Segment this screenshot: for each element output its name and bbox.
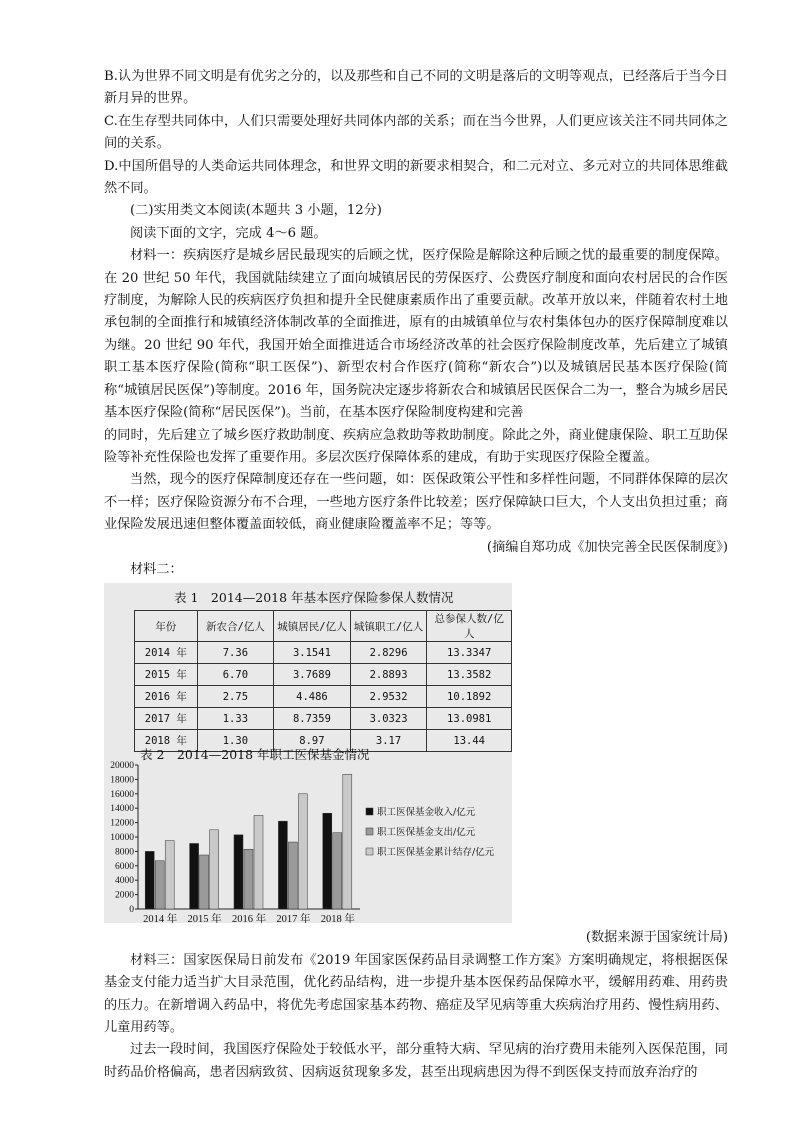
table-row (135, 708, 512, 730)
material1-para2: 当然，现今的医疗保障制度还存在一些问题，如：医保政策公平性和多样性问题，不同群体保障的层次不一样；医疗保险资源分布不合理，一些地方医疗条件比较差；医疗保障缺口巨大，个人支出负担过重；商业保险发展迅速但整体覆盖面较低，商业健康险覆盖率不足；等等。 (104, 472, 728, 533)
option-d: D.中国所倡导的人类命运共同体理念，和世界文明的新要求相契合，和二元对立、多元对立的共同体思维截然不同。 (104, 158, 728, 197)
table-cell: 2.8893 (350, 664, 427, 686)
y-tick-label: 8000 (115, 847, 134, 858)
bar (165, 841, 174, 909)
fund-bar-chart (104, 759, 512, 923)
bar (323, 814, 332, 910)
bar (288, 842, 297, 909)
bar (210, 830, 219, 909)
y-tick-label: 12000 (110, 818, 134, 829)
bar (343, 775, 352, 910)
legend-label: 职工医保基金累计结存/亿元 (377, 847, 495, 859)
bar (190, 844, 199, 910)
table-cell: 1.33 (197, 708, 273, 730)
bar (278, 822, 287, 910)
bar (244, 850, 253, 910)
bar (155, 861, 164, 909)
table-cell: 13.3347 (427, 642, 512, 664)
table-cell: 2015 年 (135, 664, 198, 686)
bar (234, 835, 243, 909)
table-cell: 1.30 (197, 730, 273, 752)
table-cell: 3.7689 (274, 664, 351, 686)
y-tick-label: 0 (129, 905, 134, 916)
document-page (104, 66, 728, 1084)
section-instruction: 阅读下面的文字，完成 4～6 题。 (130, 225, 327, 241)
y-tick-label: 4000 (115, 876, 134, 887)
material1-para1-cont: 的同时，先后建立了城乡医疗救助制度、疾病应急救助等救助制度。除此之外，商业健康保险、职工互助保险等补充性保险也发挥了重要作用。多层次医疗保障体系的建成，有助于实现医疗保险全覆盖。 (104, 427, 728, 465)
table-cell: 2017 年 (135, 708, 198, 730)
chart-title: 表 2 2014—2018 年职工医保基金情况 (140, 747, 370, 763)
table-row (135, 664, 512, 686)
y-tick-label: 6000 (115, 862, 134, 873)
table-cell: 3.0323 (350, 708, 427, 730)
legend-swatch (366, 848, 373, 855)
y-tick-label: 18000 (110, 775, 134, 786)
option-b: B.认为世界不同文明是有优劣之分的，以及那些和自己不同的文明是落后的文明等观点，已经落后于当今日新月异的世界。 (104, 69, 728, 107)
table-cell: 3.17 (350, 730, 427, 752)
table1 (134, 610, 512, 752)
table-cell: 13.0981 (427, 708, 512, 730)
table-cell: 2.75 (197, 686, 273, 708)
table-cell: 8.7359 (274, 708, 351, 730)
table-header-cell: 城镇居民/亿人 (274, 611, 351, 642)
table-cell: 2.8296 (350, 642, 427, 664)
x-tick-label: 2018 年 (320, 914, 355, 924)
x-tick-label: 2017 年 (276, 914, 311, 924)
option-c: C.在生存型共同体中，人们只需要处理好共同体内部的关系；而在当今世界，人们更应该关注不同共同体之间的关系。 (104, 113, 728, 152)
table-cell: 3.1541 (274, 642, 351, 664)
material1-source: (摘编自郑功成《加快完善全民医保制度》) (486, 539, 728, 555)
bar (254, 816, 263, 910)
x-tick-label: 2016 年 (231, 914, 267, 924)
table-header-cell: 新农合/亿人 (197, 611, 273, 642)
bar (200, 855, 209, 909)
section-title: (二)实用类文本阅读(本题共 3 小题，12分) (130, 203, 382, 219)
material2-source: (数据来源于国家统计局) (585, 930, 728, 946)
table-header-cell: 总参保人数/亿人 (427, 611, 512, 642)
material3-para2: 过去一段时间，我国医疗保险处于较低水平，部分重特大病、罕见病的治疗费用未能列入医保范围，同时药品价格偏高，患者因病致贫、因病返贫现象多发，甚至出现病患因为得不到医保支持而放弃治疗的 (104, 1042, 728, 1080)
table-cell: 7.36 (197, 642, 273, 664)
table-cell: 8.97 (274, 730, 351, 752)
table-cell: 13.3582 (427, 664, 512, 686)
material2-figure (104, 583, 512, 923)
material3-para1: 材料三：国家医保局日前发布《2019 年国家医保药品目录调整工作方案》方案明确规定，将根据医保基金支付能力适当扩大目录范围，优化药品结构，进一步提升基本医保药品保障水平，缓解用药难、用药贵的压力。在新增调入药品中，将优先考虑国家基本药物、癌症及罕见病等重大疾病治疗用药、慢性病用药、儿童用药等。 (104, 952, 728, 1035)
x-tick-label: 2015 年 (187, 914, 222, 924)
table-cell: 4.486 (274, 686, 351, 708)
table-header-cell: 城镇职工/亿人 (350, 611, 427, 642)
legend-swatch (366, 828, 373, 835)
material2-label: 材料二： (130, 561, 183, 577)
table-row (135, 642, 512, 664)
legend-label: 职工医保基金支出/亿元 (377, 827, 476, 839)
table-cell: 6.70 (197, 664, 273, 686)
bar (145, 852, 154, 910)
table-header-cell: 年份 (135, 611, 198, 642)
table-header-row (135, 611, 512, 642)
y-tick-label: 10000 (110, 833, 134, 844)
table1-title: 表 1 2014—2018 年基本医疗保险参保人数情况 (174, 590, 454, 606)
bar (298, 794, 307, 909)
table-cell: 2014 年 (135, 642, 198, 664)
legend-swatch (366, 808, 373, 815)
table-row (135, 686, 512, 708)
table-cell: 10.1892 (427, 686, 512, 708)
legend-label: 职工医保基金收入/亿元 (377, 807, 476, 819)
y-tick-label: 20000 (110, 761, 134, 772)
y-tick-label: 2000 (115, 890, 134, 901)
table-cell: 13.44 (427, 730, 512, 752)
table-cell: 2016 年 (135, 686, 198, 708)
bar (333, 833, 342, 909)
table-cell: 2.9532 (350, 686, 427, 708)
material1-para1: 材料一：疾病医疗是城乡居民最现实的后顾之忧，医疗保险是解除这种后顾之忧的最重要的制度保障。在 20 世纪 50 年代，我国就陆续建立了面向城镇居民的劳保医疗、公费医疗制度和面向农村居民的合作医疗制度，为解除人民的疾病医疗负担和提升全民健康素质作出了重要贡献。改革开放以来，伴随着农村土地承包制的全面推行和城镇经济体制改革的全面推进，原有的由城镇单位与农村集体包办的医疗保障制度难以为继。20 世纪 90 年代，我国开始全面推进适合市场经济改革的社会医疗保险制度改革，先后建立了城镇职工基本医疗保险(简称“职工医保”)、新型农村合作医疗(简称“新农合”)以及城镇居民基本医疗保险(简称“城镇居民医保”)等制度。2016 年，国务院决定逐步将新农合和城镇居民医保合二为一，整合为城乡居民基本医疗保险(简称“居民医保”)。当前，在基本医疗保险制度构建和完善 (104, 248, 728, 421)
table-cell: 2018 年 (135, 730, 198, 752)
x-tick-label: 2014 年 (143, 914, 178, 924)
y-tick-label: 14000 (110, 804, 134, 815)
y-tick-label: 16000 (110, 790, 134, 801)
